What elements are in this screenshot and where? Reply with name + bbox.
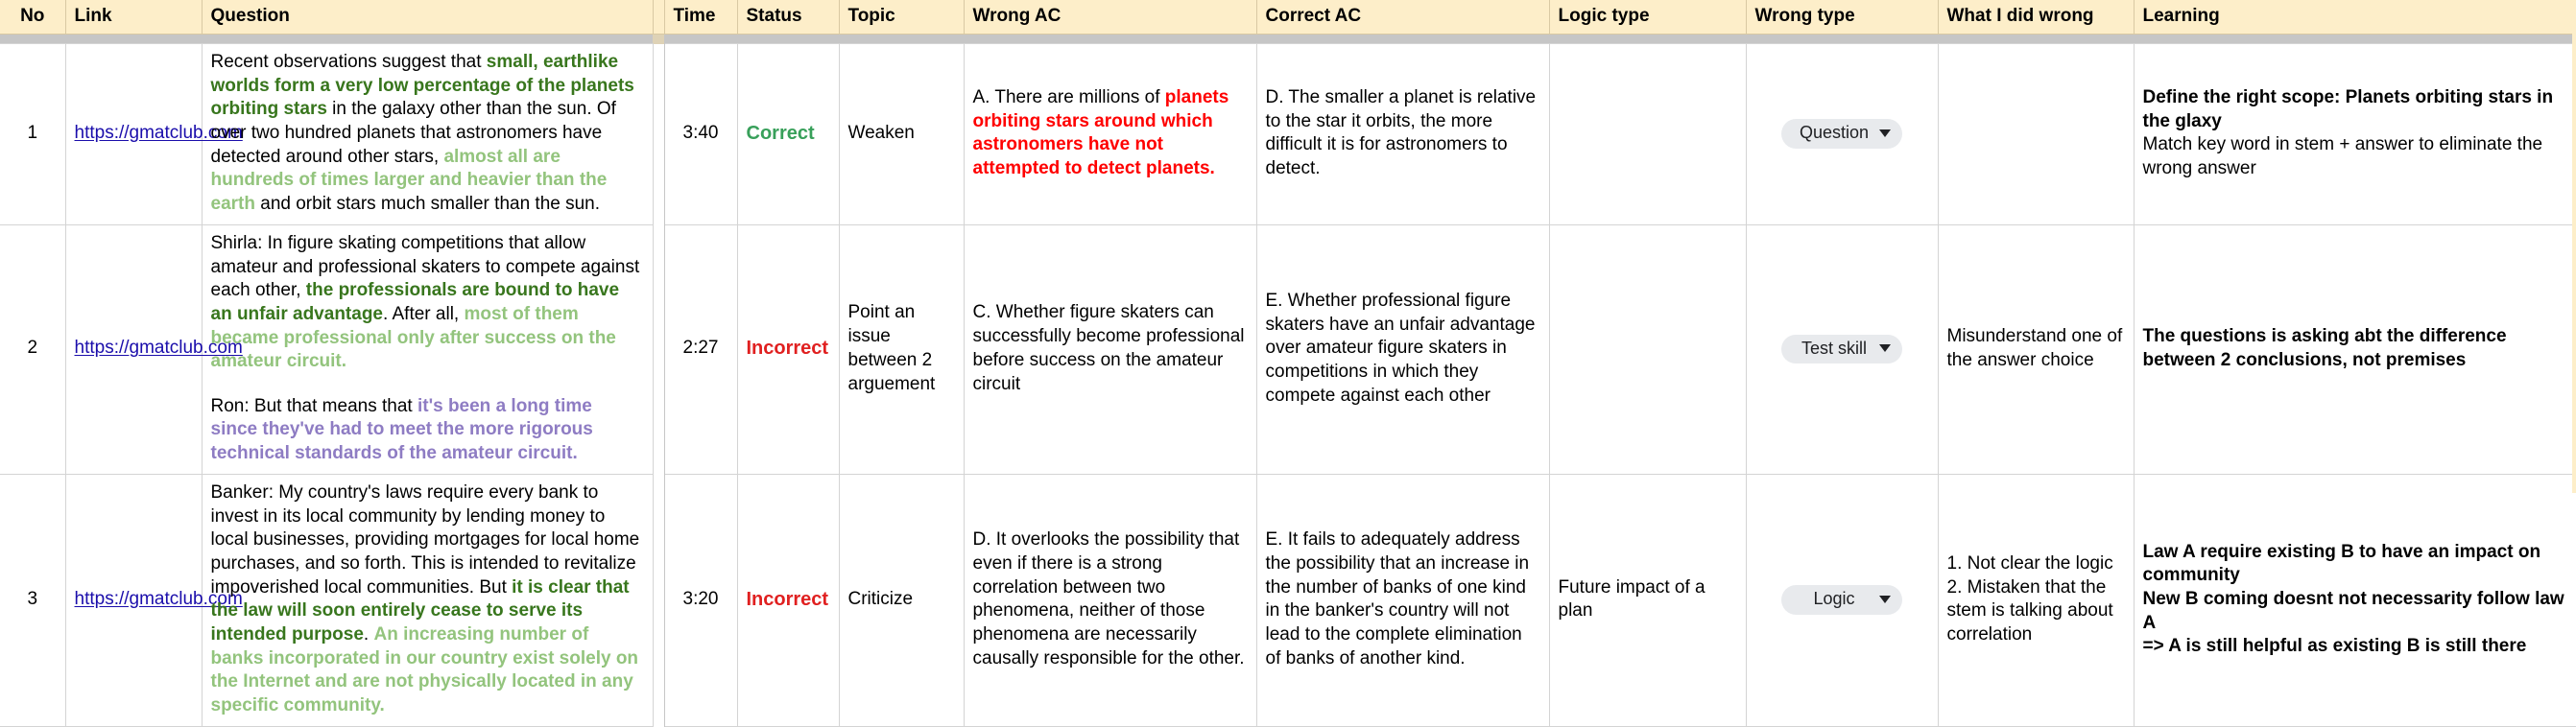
cell-no[interactable]: 2 xyxy=(0,224,65,474)
cell-logic-type[interactable]: Future impact of a plan xyxy=(1549,474,1746,726)
cell-correct-ac[interactable]: E. Whether professional figure skaters have an unfair advantage over amateur figure skaters in competitions in which they compete against each other xyxy=(1256,224,1549,474)
wrong-type-dropdown[interactable] xyxy=(1781,119,1902,149)
frozen-pane-divider xyxy=(653,44,664,225)
wrong-type-dropdown[interactable] xyxy=(1781,585,1902,615)
wrong-type-chip-wrapper xyxy=(1755,335,1929,364)
status-badge: Correct xyxy=(746,123,815,145)
cell-status[interactable] xyxy=(737,224,839,474)
gmatclub-link[interactable]: https://gmatclub.com xyxy=(74,123,243,144)
cell-link[interactable] xyxy=(65,44,243,225)
column-header-status[interactable]: Status xyxy=(737,0,839,35)
table-row xyxy=(0,224,2576,474)
cell-status[interactable] xyxy=(737,44,839,225)
cell-learning[interactable]: The questions is asking abt the difference between 2 conclusions, not premises xyxy=(2134,224,2576,474)
column-header-learning[interactable]: Learning xyxy=(2134,0,2576,35)
cell-time[interactable]: 3:40 xyxy=(664,44,737,225)
cell-wrong-ac[interactable]: D. It overlooks the possibility that even if there is a strong correlation between two phenomena, neither of those phenomena are necessarily causally responsible for the other. xyxy=(964,474,1256,726)
cell-wrong-ac[interactable]: C. Whether figure skaters can successfully become professional before success on the amateur circuit xyxy=(964,224,1256,474)
cell-no[interactable]: 1 xyxy=(0,44,65,225)
chevron-down-icon xyxy=(1879,596,1891,603)
wrong-type-chip-wrapper xyxy=(1755,119,1929,149)
cell-topic[interactable]: Point an issue between 2 arguement xyxy=(839,224,964,474)
status-badge: Incorrect xyxy=(746,338,829,360)
column-header-logic-type[interactable]: Logic type xyxy=(1549,0,1746,35)
cell-topic[interactable]: Weaken xyxy=(839,44,964,225)
column-header-correct-ac[interactable]: Correct AC xyxy=(1256,0,1549,35)
status-badge: Incorrect xyxy=(746,588,829,610)
frozen-pane-divider xyxy=(653,474,664,726)
column-header-question[interactable]: Question xyxy=(202,0,653,35)
cell-question[interactable] xyxy=(202,224,653,474)
column-header-wrong-type[interactable]: Wrong type xyxy=(1746,0,1938,35)
cell-wrong-type xyxy=(1746,44,1938,225)
cell-learning[interactable]: Define the right scope: Planets orbiting stars in the glaxy Match key word in stem + answer to eliminate the wrong answer xyxy=(2134,44,2576,225)
cell-what-i-did-wrong[interactable]: Misunderstand one of the answer choice xyxy=(1938,224,2134,474)
cell-time[interactable]: 3:20 xyxy=(664,474,737,726)
question-paragraph: Shirla: In figure skating competitions that allow amateur and professional skaters to compete against each other, the professionals are bound to have an unfair advantage. After all, most of them became professional only after success on the amateur circuit. xyxy=(210,232,640,372)
cell-question[interactable] xyxy=(202,44,653,225)
cell-topic[interactable]: Criticize xyxy=(839,474,964,726)
frozen-pane-divider xyxy=(653,224,664,474)
chevron-down-icon xyxy=(1879,129,1891,137)
cell-link[interactable] xyxy=(65,474,243,726)
wrong-type-value: Question xyxy=(1799,123,1870,143)
wrong-type-dropdown[interactable] xyxy=(1781,335,1902,364)
header-row xyxy=(0,0,2576,35)
gmatclub-link[interactable]: https://gmatclub.com xyxy=(74,588,243,609)
cell-logic-type[interactable] xyxy=(1549,44,1746,225)
column-header-link[interactable]: Link xyxy=(65,0,202,35)
wrong-type-value: Test skill xyxy=(1801,338,1867,358)
header-rule-right xyxy=(664,35,2576,44)
question-paragraph: Banker: My country's laws require every bank to invest in its local community by lending money to local businesses, providing mortgages for local home purchases, and so forth. This is intended to revitalize impoverished local communities. But it is clear that the law will soon entirely cease to serve its intended purpose. An increasing number of banks incorporated in our country exist solely on the Internet and are not physically located in any specific community. xyxy=(210,481,640,716)
header-rule-left xyxy=(0,35,653,44)
cell-what-i-did-wrong[interactable] xyxy=(1938,44,2134,225)
cell-correct-ac[interactable]: E. It fails to adequately address the possibility that an increase in the number of banks of one kind in the banker's country will not lead to the complete elimination of banks of another kind. xyxy=(1256,474,1549,726)
table-row xyxy=(0,474,2576,726)
column-header-no[interactable]: No xyxy=(0,0,65,35)
gmatclub-link[interactable]: https://gmatclub.com xyxy=(74,338,243,359)
column-header-topic[interactable]: Topic xyxy=(839,0,964,35)
chevron-down-icon xyxy=(1879,344,1891,352)
header-rule-spacer xyxy=(653,35,664,44)
column-header-time[interactable]: Time xyxy=(664,0,737,35)
cell-logic-type[interactable] xyxy=(1549,224,1746,474)
right-rail xyxy=(2572,0,2576,493)
cell-what-i-did-wrong[interactable]: 1. Not clear the logic 2. Mistaken that the stem is talking about correlation xyxy=(1938,474,2134,726)
table-header xyxy=(0,0,2576,44)
cell-wrong-type xyxy=(1746,224,1938,474)
cell-correct-ac[interactable]: D. The smaller a planet is relative to the star it orbits, the more difficult it is for astronomers to detect. xyxy=(1256,44,1549,225)
cell-no[interactable]: 3 xyxy=(0,474,65,726)
cell-wrong-type xyxy=(1746,474,1938,726)
cell-status[interactable] xyxy=(737,474,839,726)
cell-learning[interactable]: Law A require existing B to have an impact on community New B coming doesnt not necessarity follow law A => A is still helpful as existing B is still there xyxy=(2134,474,2576,726)
cell-question[interactable] xyxy=(202,474,653,726)
table-row xyxy=(0,44,2576,225)
column-header-wrong-ac[interactable]: Wrong AC xyxy=(964,0,1256,35)
question-paragraph: Recent observations suggest that small, earthlike worlds form a very low percentage of the planets orbiting stars in the galaxy other than the sun. Of over two hundred planets that astronomers have detected around other stars, almost all are hundreds of times larger and heavier than the earth and orbit stars much smaller than the sun. xyxy=(210,52,634,215)
cell-wrong-ac[interactable]: A. There are millions of planets orbiting stars around which astronomers have not attempted to detect planets. xyxy=(964,44,1256,225)
column-header-what-i-did-wrong[interactable]: What I did wrong xyxy=(1938,0,2134,35)
question-paragraph: Ron: But that means that it's been a long time since they've had to meet the more rigorous technical standards of the amateur circuit. xyxy=(210,395,593,464)
wrong-type-chip-wrapper xyxy=(1755,585,1929,615)
wrong-type-value: Logic xyxy=(1813,588,1855,608)
column-header-spacer xyxy=(653,0,664,35)
cell-link[interactable] xyxy=(65,224,243,474)
cell-time[interactable]: 2:27 xyxy=(664,224,737,474)
header-separator xyxy=(0,35,2576,44)
table-body xyxy=(0,44,2576,727)
